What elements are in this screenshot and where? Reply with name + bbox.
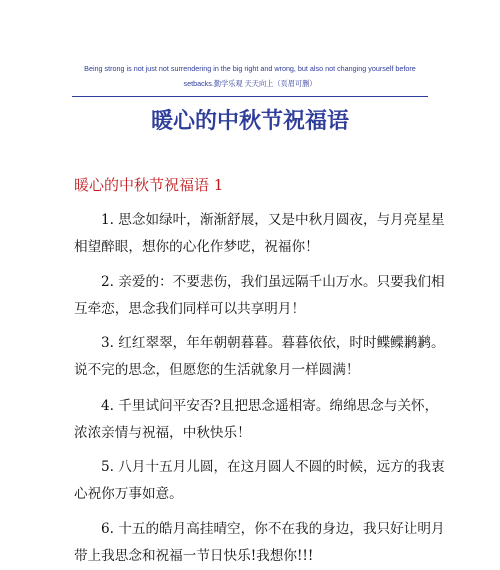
greeting-item-line: 6. 十五的皓月高挂晴空，你不在我的身边，我只好让明月	[101, 521, 445, 537]
header-motto-line-1: Being strong is not just not surrendering in the big right and wrong, but also not changing yourself before	[84, 64, 416, 73]
greeting-item-2	[74, 269, 445, 323]
greeting-item-1	[74, 207, 445, 261]
greeting-item-line: 1. 思念如绿叶，渐渐舒展，又是中秋月圆夜，与月亮星星	[101, 212, 445, 228]
greeting-item-6	[74, 516, 445, 570]
document-title: 暖心的中秋节祝福语	[150, 108, 349, 134]
header-divider	[72, 96, 428, 97]
greeting-item-line: 3. 红红翠翠，年年朝朝暮暮。暮暮依依，时时鲽鲽鹣鹣。	[101, 335, 445, 351]
greeting-item-4	[74, 393, 439, 447]
section-heading: 暖心的中秋节祝福语 1	[74, 176, 224, 194]
header-motto-line-2: setbacks.勤学乐观 天天向上（页眉可删）	[183, 79, 317, 88]
greeting-item-line: 4. 千里试问平安否?且把思念遥相寄。绵绵思念与关怀，	[101, 398, 439, 414]
greeting-item-line: 说不完的思念，但愿您的生活就象月一样圆满！	[74, 362, 360, 378]
greeting-item-line: 心祝你万事如意。	[74, 486, 183, 502]
greeting-item-line: 5. 八月十五月儿圆，在这月圆人不圆的时候，远方的我衷	[101, 459, 445, 475]
greeting-item-line: 带上我思念和祝福一节日快乐!我想你!!!	[74, 548, 314, 564]
page-header	[72, 61, 428, 91]
greeting-item-line: 浓浓亲情与祝福，中秋快乐！	[74, 425, 251, 441]
greeting-item-line: 相望醉眼，想你的心化作梦呓，祝福你！	[74, 239, 319, 255]
greeting-item-3	[74, 330, 445, 384]
greeting-item-5	[74, 454, 445, 508]
greeting-item-line: 互牵恋，思念我们同样可以共享明月！	[74, 301, 306, 317]
greeting-item-line: 2. 亲爱的：不要悲伤，我们虽远隔千山万水。只要我们相	[101, 274, 445, 290]
